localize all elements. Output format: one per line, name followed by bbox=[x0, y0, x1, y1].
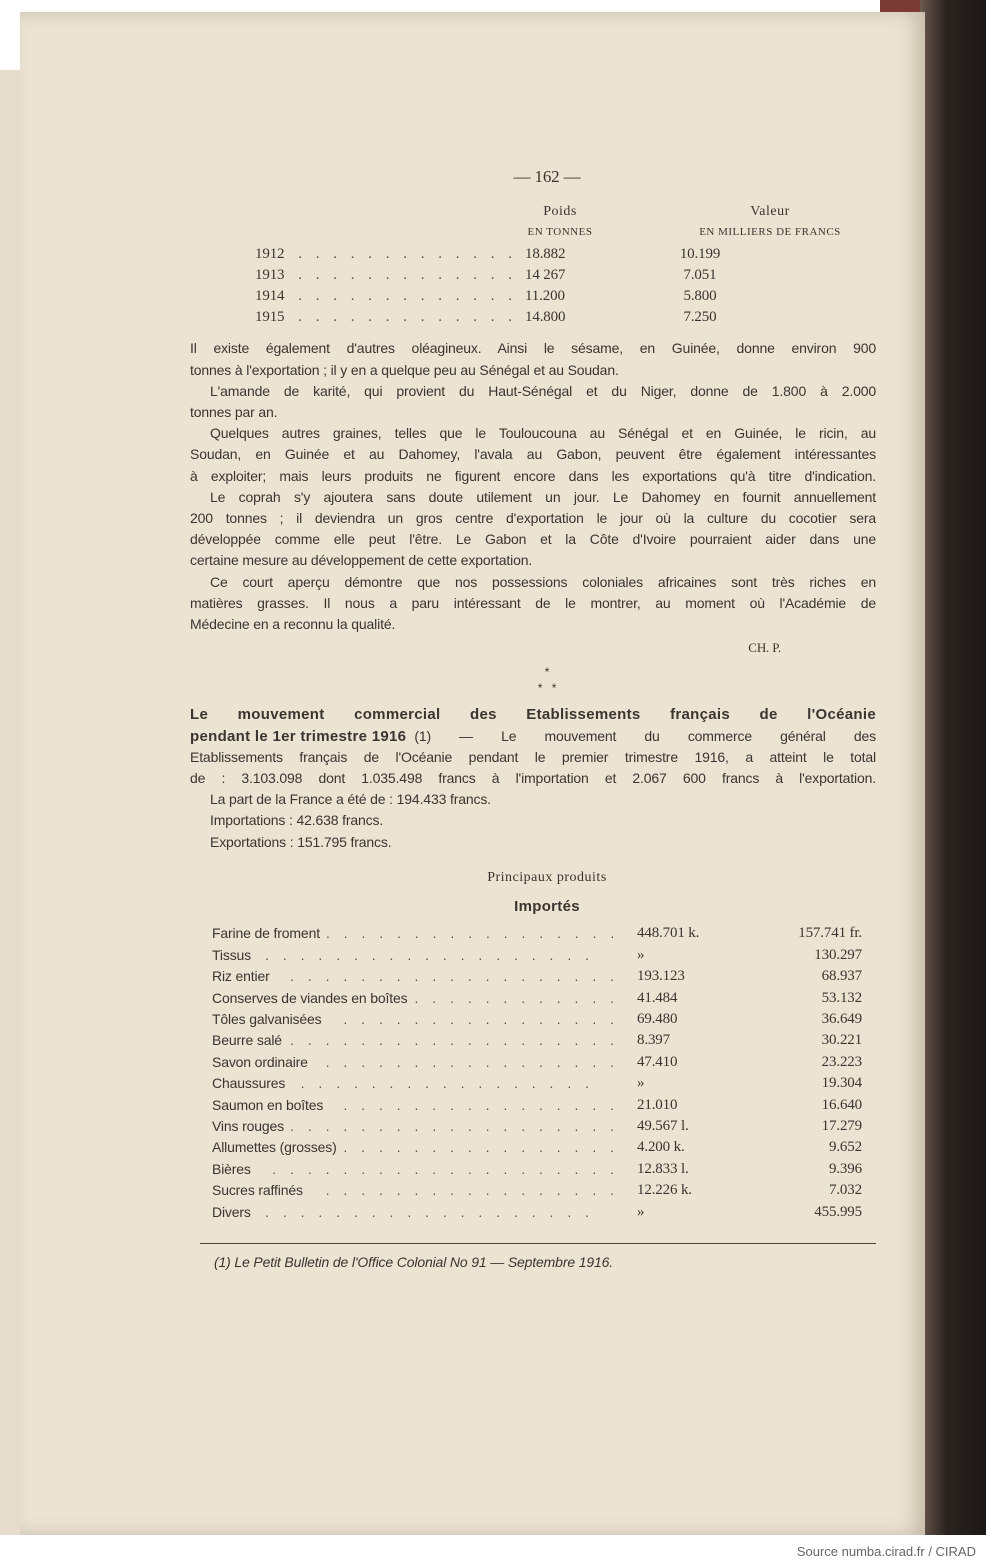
leader-dots: . . . . . . . . . . . . . . . . bbox=[343, 1096, 619, 1113]
source-credit: Source numba.cirad.fr / CIRAD bbox=[796, 1544, 976, 1559]
product-name: Allumettes (grosses) bbox=[212, 1139, 337, 1156]
year-cell: 1913 bbox=[255, 266, 285, 283]
table-row bbox=[212, 1159, 862, 1180]
text-line: Quelques autres graines, telles que le Touloucouna au Sénégal et en Guinée, le ricin, au bbox=[210, 425, 876, 442]
oil-table-header bbox=[190, 201, 876, 222]
book-binding bbox=[920, 0, 986, 1535]
table-row bbox=[212, 945, 862, 966]
table-row bbox=[212, 1009, 862, 1030]
leader-dots: . . . . . . . . . . . . . . . . . . . bbox=[290, 1117, 619, 1134]
text-line: certaine mesure au développement de cette exportation. bbox=[190, 552, 533, 569]
quantity-cell: 21.010 bbox=[637, 1096, 678, 1113]
imports-total: Importations : 42.638 francs. bbox=[210, 812, 384, 829]
leader-dots: . . . . . . . . . . . . . . . . . bbox=[300, 1075, 594, 1092]
weight-cell: 18.882 bbox=[525, 245, 566, 262]
value-cell: 455.995 bbox=[814, 1203, 862, 1220]
value-cell: 7.032 bbox=[828, 1182, 862, 1199]
asterism-bottom: * * bbox=[537, 681, 557, 696]
product-name: Tôles galvanisées bbox=[212, 1010, 322, 1027]
leader-dots: . . . . . . . . . . . . . bbox=[298, 266, 517, 283]
value-cell: 68.937 bbox=[821, 968, 862, 985]
page-content bbox=[190, 166, 876, 1273]
exports-total: Exportations : 151.795 francs. bbox=[210, 833, 392, 850]
asterism-top: * bbox=[544, 665, 550, 680]
quantity-cell: » bbox=[637, 946, 645, 963]
value-unit: EN MILLIERS DE FRANCS bbox=[699, 226, 841, 239]
table-row bbox=[190, 244, 795, 265]
table-row bbox=[212, 966, 862, 987]
leader-dots: . . . . . . . . . . . . . bbox=[298, 245, 517, 262]
table-row bbox=[212, 1116, 862, 1137]
value-cell: 157.741 fr. bbox=[798, 925, 862, 942]
product-name: Conserves de viandes en boîtes bbox=[212, 989, 408, 1006]
oil-table-units bbox=[190, 222, 876, 243]
text-line: Il existe également d'autres oléagineux. Ainsi le sésame, en Guinée, donne environ 900 bbox=[190, 340, 876, 357]
product-name: Savon ordinaire bbox=[212, 1053, 308, 1070]
text-line: 200 tonnes ; il deviendra un gros centre d'exportation le jour où la culture du cocotier sera bbox=[190, 510, 876, 527]
article-title: Le mouvement commercial des Etablissements français de l'Océanie bbox=[190, 706, 876, 724]
weight-header: Poids bbox=[543, 204, 577, 220]
table-row bbox=[212, 1202, 862, 1223]
year-cell: 1915 bbox=[255, 309, 285, 326]
leader-dots: . . . . . . . . . . . . . . . . . . . . bbox=[272, 1160, 619, 1177]
leader-dots: . . . . . . . . . . . . . . . . . . . bbox=[265, 946, 594, 963]
value-cell: 30.221 bbox=[821, 1032, 862, 1049]
text-line: L'amande de karité, qui provient du Haut-Sénégal et du Niger, donne de 1.800 à 2.000 bbox=[210, 382, 876, 399]
text-line: développée comme elle peut l'être. Le Gabon et la Côte d'Ivoire pourraient aider dans une bbox=[190, 531, 876, 548]
value-cell: 36.649 bbox=[821, 1010, 862, 1027]
quantity-cell: 49.567 l. bbox=[637, 1117, 689, 1134]
page-number: — 162 — bbox=[513, 167, 581, 186]
value-cell: 10.199 bbox=[679, 245, 721, 262]
leader-dots: . . . . . . . . . . . . . . . . . . . bbox=[290, 968, 619, 985]
table-row bbox=[212, 1030, 862, 1051]
table-row bbox=[212, 1137, 862, 1158]
product-name: Saumon en boîtes bbox=[212, 1096, 324, 1113]
quantity-cell: » bbox=[637, 1203, 645, 1220]
products-subheading: Importés bbox=[514, 898, 580, 916]
value-header: Valeur bbox=[750, 204, 790, 220]
body-text bbox=[190, 338, 876, 635]
weight-cell: 14 267 bbox=[525, 266, 566, 283]
text-line: tonnes par an. bbox=[190, 404, 278, 421]
leader-dots: . . . . . . . . . . . . . . . . . bbox=[325, 1182, 619, 1199]
france-share: La part de la France a été de : 194.433 francs. bbox=[210, 791, 491, 808]
table-row bbox=[212, 988, 862, 1009]
leader-dots: . . . . . . . . . . . . . . . . . . . bbox=[265, 1203, 594, 1220]
text-line: Etablissements français de l'Océanie pendant le premier trimestre 1916, a atteint le total bbox=[190, 748, 876, 765]
product-name: Bières bbox=[212, 1160, 251, 1177]
quantity-cell: 69.480 bbox=[637, 1010, 678, 1027]
table-row bbox=[212, 1073, 862, 1094]
weight-unit: EN TONNES bbox=[527, 226, 593, 239]
footnote-divider bbox=[200, 1243, 876, 1244]
leader-dots: . . . . . . . . . . . . . . . . . . . bbox=[290, 1032, 619, 1049]
quantity-cell: 12.833 l. bbox=[637, 1160, 689, 1177]
leader-dots: . . . . . . . . . . . . . . . . . bbox=[325, 1053, 619, 1070]
text-line: Soudan, en Guinée et au Dahomey, l'avala au Gabon, peuvent être également intéressantes bbox=[190, 446, 876, 463]
product-name: Farine de froment bbox=[212, 925, 320, 942]
product-name: Tissus bbox=[212, 946, 252, 963]
signature: CH. P. bbox=[748, 640, 781, 656]
quantity-cell: 12.226 k. bbox=[637, 1182, 692, 1199]
quantity-cell: 41.484 bbox=[637, 989, 678, 1006]
table-row bbox=[212, 923, 862, 944]
value-cell: 5.800 bbox=[683, 288, 717, 305]
table-row bbox=[212, 1180, 862, 1201]
quantity-cell: » bbox=[637, 1075, 645, 1092]
value-cell: 7.250 bbox=[683, 309, 717, 326]
quantity-cell: 193.123 bbox=[637, 968, 685, 985]
text-line: Médecine en a reconnu la qualité. bbox=[190, 616, 396, 633]
year-cell: 1912 bbox=[255, 245, 285, 262]
leader-dots: . . . . . . . . . . . . . bbox=[298, 309, 517, 326]
value-cell: 17.279 bbox=[821, 1117, 862, 1134]
product-name: Divers bbox=[212, 1203, 251, 1220]
value-cell: 7.051 bbox=[683, 266, 717, 283]
products-heading: Principaux produits bbox=[487, 869, 607, 885]
oil-table bbox=[190, 244, 876, 329]
article-title-continued: pendant le 1er trimestre 1916 bbox=[190, 727, 407, 745]
text-line: (1) — Le mouvement du commerce général des bbox=[414, 727, 876, 744]
leader-dots: . . . . . . . . . . . . . . . . bbox=[343, 1139, 619, 1156]
table-row bbox=[190, 265, 795, 286]
quantity-cell: 4.200 k. bbox=[637, 1139, 685, 1156]
product-name: Chaussures bbox=[212, 1075, 286, 1092]
table-row bbox=[190, 307, 795, 328]
value-cell: 16.640 bbox=[821, 1096, 862, 1113]
product-name: Vins rouges bbox=[212, 1117, 285, 1134]
value-cell: 9.652 bbox=[828, 1139, 862, 1156]
leader-dots: . . . . . . . . . . . . bbox=[414, 989, 619, 1006]
table-row bbox=[190, 286, 795, 307]
value-cell: 9.396 bbox=[828, 1160, 862, 1177]
weight-cell: 11.200 bbox=[525, 288, 565, 305]
leader-dots: . . . . . . . . . . . . . . . . . bbox=[325, 925, 620, 942]
text-line: Le coprah s'y ajoutera sans doute utilement un jour. Le Dahomey en fournit annuellement bbox=[210, 488, 876, 505]
text-line: Ce court aperçu démontre que nos possessions coloniales africaines sont très riches en bbox=[210, 573, 876, 590]
product-name: Sucres raffinés bbox=[212, 1182, 303, 1199]
value-cell: 19.304 bbox=[821, 1075, 862, 1092]
table-row bbox=[212, 1095, 862, 1116]
quantity-cell: 47.410 bbox=[637, 1053, 678, 1070]
table-row bbox=[212, 1052, 862, 1073]
text-line: tonnes à l'exportation ; il y en a quelque peu au Sénégal et au Soudan. bbox=[190, 361, 619, 378]
value-cell: 130.297 bbox=[814, 946, 862, 963]
quantity-cell: 8.397 bbox=[637, 1032, 671, 1049]
footnote: (1) Le Petit Bulletin de l'Office Colonial No 91 — Septembre 1916. bbox=[214, 1253, 613, 1270]
product-name: Beurre salé bbox=[212, 1032, 282, 1049]
weight-cell: 14.800 bbox=[525, 309, 566, 326]
text-line: de : 3.103.098 dont 1.035.498 francs à l'importation et 2.067 600 francs à l'exportation. bbox=[190, 770, 876, 787]
product-name: Riz entier bbox=[212, 968, 270, 985]
quantity-cell: 448.701 k. bbox=[637, 925, 700, 942]
text-line: matières grasses. Il nous a paru intéressant de le montrer, au moment où l'Académie de bbox=[190, 594, 876, 611]
year-cell: 1914 bbox=[255, 288, 285, 305]
value-cell: 23.223 bbox=[821, 1053, 862, 1070]
value-cell: 53.132 bbox=[821, 989, 862, 1006]
leader-dots: . . . . . . . . . . . . . . . . bbox=[343, 1010, 619, 1027]
leader-dots: . . . . . . . . . . . . . bbox=[298, 288, 517, 305]
article bbox=[190, 704, 876, 852]
text-line: à exploiter; mais leurs produits ne figurent encore dans les exportations qu'à titre d'indication. bbox=[190, 467, 876, 484]
products-table bbox=[212, 923, 862, 1223]
